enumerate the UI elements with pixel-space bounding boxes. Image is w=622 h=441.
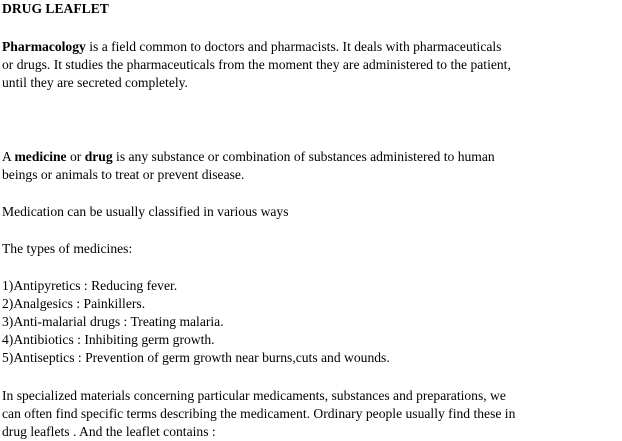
types-heading: The types of medicines: — [2, 241, 133, 256]
list-item-antibiotics: 4)Antibiotics : Inhibiting germ growth. — [2, 332, 215, 347]
leaflet-paragraph-line-3: drug leaflets . And the leaflet contains : — [2, 424, 216, 439]
list-item-antipyretics: 1)Antipyretics : Reducing fever. — [2, 278, 178, 293]
leaflet-paragraph-line-1: In specialized materials concerning particular medicaments, substances and preparations, we — [2, 388, 506, 403]
pharmacology-paragraph-line-2: or drugs. It studies the pharmaceuticals from the moment they are administered to the patient, — [2, 57, 511, 72]
classification-sentence: Medication can be usually classified in various ways — [2, 204, 289, 219]
medicine-paragraph-line-2: beings or animals to treat or prevent disease. — [2, 167, 245, 182]
document-title: DRUG LEAFLET — [2, 1, 109, 16]
pharmacology-term: Pharmacology — [2, 39, 86, 54]
list-item-anti-malarial: 3)Anti-malarial drugs : Treating malaria. — [2, 314, 224, 329]
list-item-antiseptics: 5)Antiseptics : Prevention of germ growth near burns,cuts and wounds. — [2, 350, 390, 365]
medicine-paragraph-line-1: A medicine or drug is any substance or combination of substances administered to human — [2, 149, 495, 164]
list-item-analgesics: 2)Analgesics : Painkillers. — [2, 296, 146, 311]
medicine-term: medicine — [14, 149, 67, 164]
pharmacology-paragraph-line-3: until they are secreted completely. — [2, 75, 188, 90]
pharmacology-paragraph-line-1: Pharmacology is a field common to doctors and pharmacists. It deals with pharmaceuticals — [2, 39, 502, 54]
leaflet-paragraph-line-2: can often find specific terms describing the medicament. Ordinary people usually find these in — [2, 406, 516, 421]
drug-term: drug — [84, 149, 113, 164]
